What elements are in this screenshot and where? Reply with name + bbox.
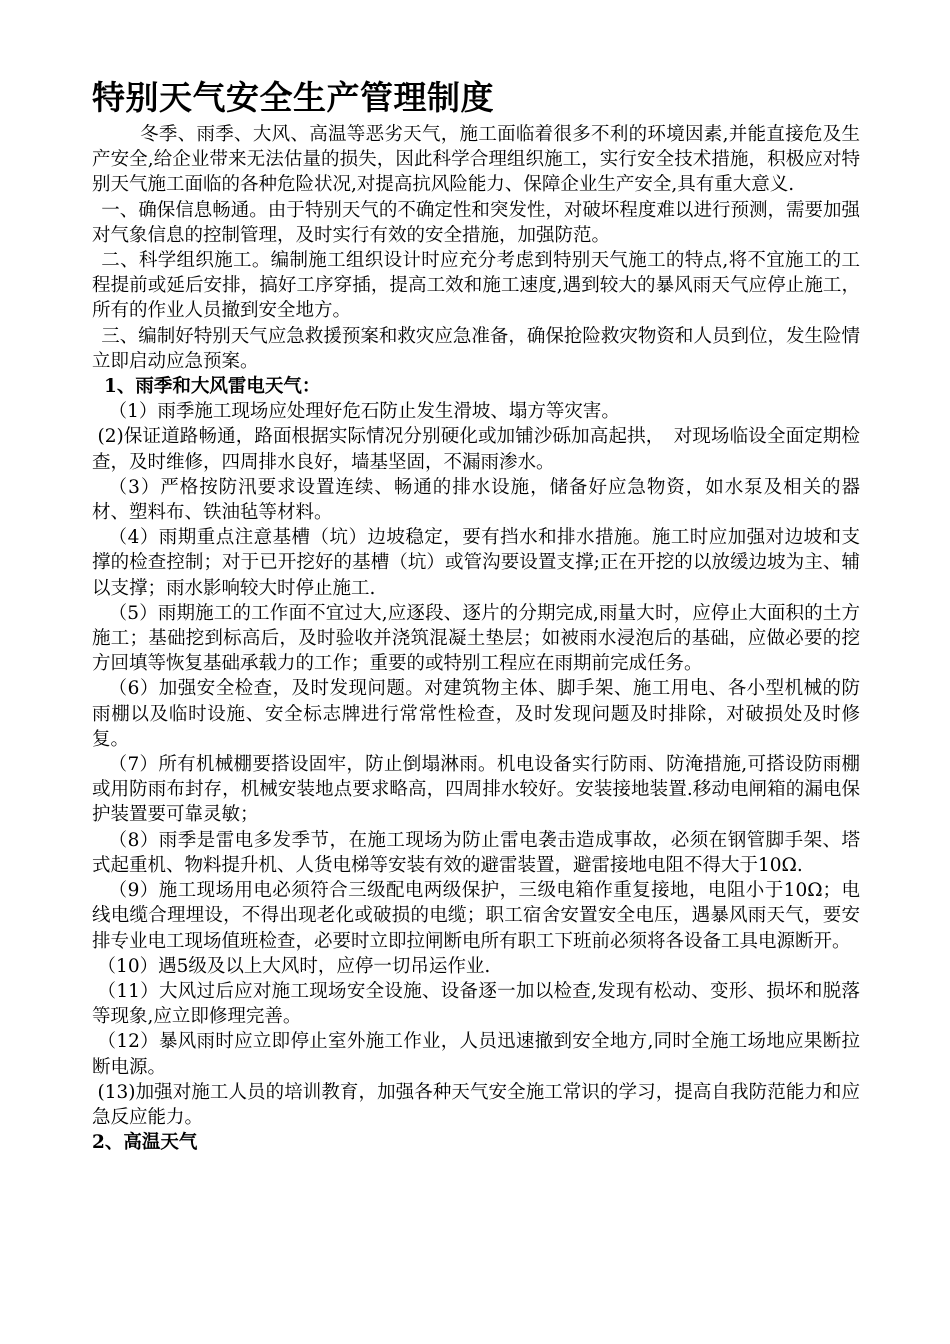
list-item: （10）遇5级及以上大风时，应停一切吊运作业. bbox=[97, 955, 491, 977]
list-item: （6）加强安全检查，及时发现问题。对建筑物主体、脚手架、施工用电、各小型机械的防雨棚以及临时设施、安全标志牌进行常常性检查，及时发现问题及时排除，对破损处及时修复。 bbox=[92, 678, 860, 750]
principle-paragraph: 二、科学组织施工。编制施工组织设计时应充分考虑到特别天气施工的特点,将不宜施工的工程提前或延后安排，搞好工序穿插，提高工效和施工速度,遇到较大的暴风雨天气应停止施工，所有的作业人员撤到安全地方。 bbox=[92, 250, 860, 322]
intro-paragraph: 冬季、雨季、大风、高温等恶劣天气，施工面临着很多不利的环境因素,并能直接危及生产安全,给企业带来无法估量的损失，因此科学合理组织施工，实行安全技术措施，积极应对特别天气施工面临的各种危险状况,对提高抗风险能力、保障企业生产安全,具有重大意义. bbox=[92, 124, 860, 196]
list-item: （1）雨季施工现场应处理好危石防止发生滑坡、塌方等灾害。 bbox=[108, 401, 620, 423]
principle-paragraph: 一、确保信息畅通。由于特别天气的不确定性和突发性，对破坏程度难以进行预测，需要加强对气象信息的控制管理，及时实行有效的安全措施，加强防范。 bbox=[92, 199, 860, 246]
list-item: （8）雨季是雷电多发季节，在施工现场为防止雷电袭击造成事故，必须在钢管脚手架、塔式起重机、物料提升机、人货电梯等安装有效的避雷装置，避雷接地电阻不得大于10Ω. bbox=[92, 829, 860, 876]
list-item: (13)加强对施工人员的培训教育，加强各种天气安全施工常识的学习，提高自我防范能力和应急反应能力。 bbox=[92, 1081, 860, 1128]
document-page bbox=[92, 76, 860, 1155]
list-item: (2)保证道路畅通，路面根据实际情况分别硬化或加铺沙砾加高起拱， 对现场临设全面定期检查，及时维修，四周排水良好，墙基坚固，不漏雨渗水。 bbox=[92, 426, 860, 473]
list-item: （3）严格按防汛要求设置连续、畅通的排水设施，储备好应急物资，如水泵及相关的器材、塑料布、铁油毡等材料。 bbox=[92, 476, 860, 524]
list-item: （9）施工现场用电必须符合三级配电两级保护，三级电箱作重复接地，电阻小于10Ω；电线电缆合理埋设，不得出现老化或破损的电缆；职工宿舍安置安全电压，遇暴风雨天气，要安排专业电工现场值班检查，必要时立即拉闸断电所有职工下班前必须将各设备工具电源断开。 bbox=[92, 880, 860, 952]
section-heading: 1、雨季和大风雷电天气： bbox=[104, 376, 321, 398]
list-item: （5）雨期施工的工作面不宜过大,应逐段、逐片的分期完成,雨量大时，应停止大面积的土方施工；基础挖到标高后，及时验收并浇筑混凝土垫层；如被雨水浸泡后的基础，应做必要的挖方回填等恢复基础承载力的工作；重要的或特别工程应在雨期前完成任务。 bbox=[92, 602, 860, 675]
list-item: （7）所有机械棚要搭设固牢，防止倒塌淋雨。机电设备实行防雨、防淹措施,可搭设防雨棚或用防雨布封存，机械安装地点要求略高，四周排水较好。安装接地装置.移动电闸箱的漏电保护装置要可靠灵敏； bbox=[92, 754, 860, 826]
document-title: 特别天气安全生产管理制度 bbox=[92, 78, 494, 117]
list-item: （12）暴风雨时应立即停止室外施工作业，人员迅速撤到安全地方,同时全施工场地应果断拉断电源。 bbox=[92, 1031, 860, 1078]
section-heading: 2、高温天气 bbox=[92, 1132, 198, 1154]
principle-paragraph: 三、编制好特别天气应急救援预案和救灾应急准备，确保抢险救灾物资和人员到位，发生险情立即启动应急预案。 bbox=[92, 325, 860, 372]
list-item: （4）雨期重点注意基槽（坑）边坡稳定，要有挡水和排水措施。施工时应加强对边坡和支撑的检查控制；对于已开挖好的基槽（坑）或管沟要设置支撑;正在开挖的以放缓边坡为主、辅以支撑；雨水影响较大时停止施工. bbox=[92, 527, 860, 599]
list-item: （11）大风过后应对施工现场安全设施、设备逐一加以检查,发现有松动、变形、损坏和脱落等现象,应立即修理完善。 bbox=[92, 980, 860, 1028]
